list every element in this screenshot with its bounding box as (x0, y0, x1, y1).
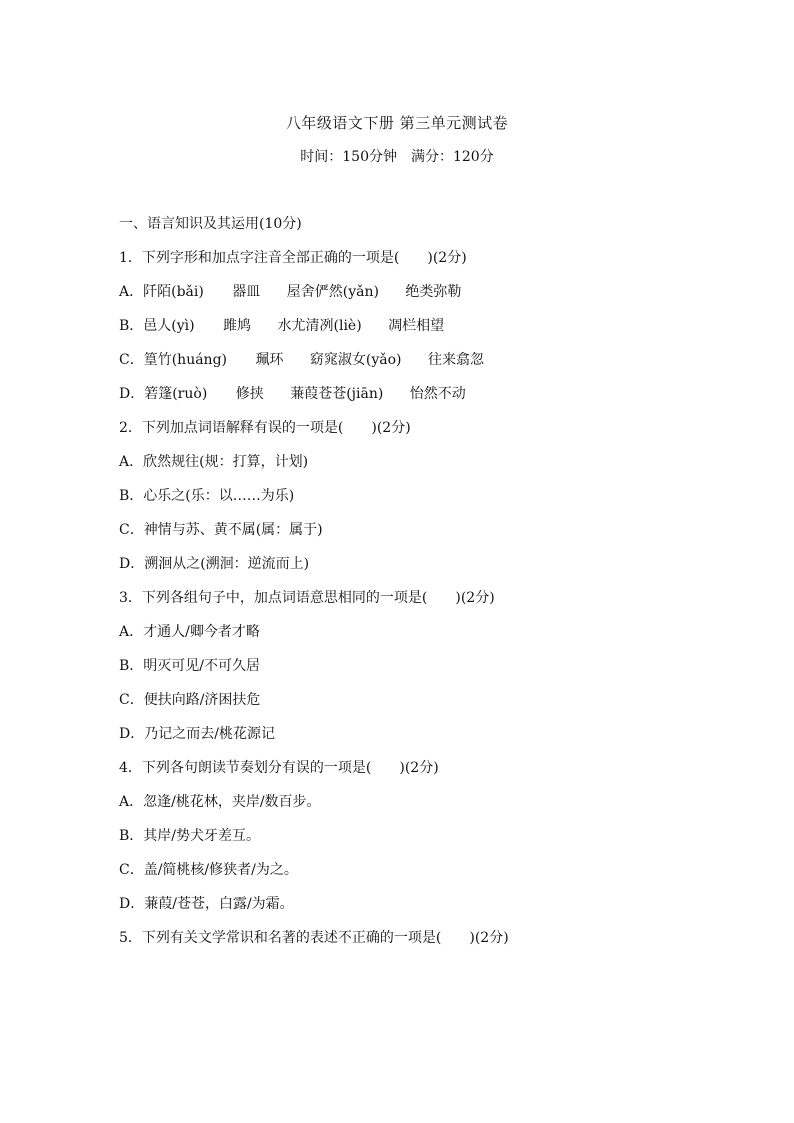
question-2-option-a: A．欣然规往(规：打算，计划) (119, 454, 309, 470)
option-c-term-3: 窈窕淑女(yǎo) (309, 352, 402, 368)
exam-content (119, 212, 739, 960)
option-c-term-1: C．篁竹(huáng) (119, 352, 227, 368)
question-4-option-a: A．忽逢/桃花林，夹岸/数百步。 (119, 794, 321, 810)
question-4-stem: 4．下列各句朗读节奏划分有误的一项是( )(2分) (119, 760, 439, 776)
question-1-option-d (119, 382, 739, 416)
question-1-stem: 1．下列字形和加点字注音全部正确的一项是( )(2分) (119, 250, 467, 266)
question-1-option-c (119, 348, 739, 382)
option-b-term-3: 水尤清冽(liè) (277, 318, 362, 334)
question-3-option-d: D．乃记之而去/桃花源记 (119, 726, 275, 742)
option-b-term-4: 凋栏相望 (388, 318, 445, 334)
question-2-option-b: B．心乐之(乐：以……为乐) (119, 488, 295, 504)
page-title: 八年级语文下册 第三单元测试卷 (285, 114, 509, 132)
question-2-option-c: C．神情与苏、黄不属(属：属于) (119, 522, 323, 538)
question-5-stem: 5．下列有关文学常识和名著的表述不正确的一项是( )(2分) (119, 930, 509, 946)
question-3-option-c: C．便扶向路/济困扶危 (119, 692, 261, 708)
option-d-term-3: 蒹葭苍苍(jiān) (290, 386, 384, 402)
question-3-option-a: A．才通人/卿今者才略 (119, 624, 260, 640)
option-b-term-1: B．邑人(yì) (119, 318, 195, 334)
question-1-option-a (119, 280, 739, 314)
option-b-term-2: 雎鸠 (223, 318, 252, 334)
option-a-term-3: 屋舍俨然(yǎn) (286, 284, 379, 300)
question-3-option-b: B．明灭可见/不可久居 (119, 658, 261, 674)
question-1-option-b (119, 314, 739, 348)
question-4-option-d: D．蒹葭/苍苍，白露/为霜。 (119, 896, 294, 912)
page-subtitle: 时间：150分钟 满分：120分 (300, 149, 494, 165)
question-4-option-c: C．盖/简桃核/修狭者/为之。 (119, 862, 298, 878)
option-a-term-1: A．阡陌(bǎi) (119, 284, 204, 300)
question-3-stem: 3．下列各组句子中，加点词语意思相同的一项是( )(2分) (119, 590, 495, 606)
option-c-term-2: 珮环 (255, 352, 284, 368)
option-d-term-4: 怡然不动 (409, 386, 466, 402)
question-2-option-d: D．溯洄从之(溯洄：逆流而上) (119, 556, 310, 572)
option-d-term-2: 修挟 (235, 386, 264, 402)
question-2-stem: 2．下列加点词语解释有误的一项是( )(2分) (119, 420, 411, 436)
option-c-term-4: 往来翕忽 (427, 352, 484, 368)
option-a-term-4: 绝类弥勒 (405, 284, 462, 300)
option-d-term-1: D．箬篷(ruò) (119, 386, 208, 402)
option-a-term-2: 器皿 (232, 284, 261, 300)
question-4-option-b: B．其岸/势犬牙差互。 (119, 828, 261, 844)
section-heading: 一、语言知识及其运用(10分) (119, 216, 302, 232)
